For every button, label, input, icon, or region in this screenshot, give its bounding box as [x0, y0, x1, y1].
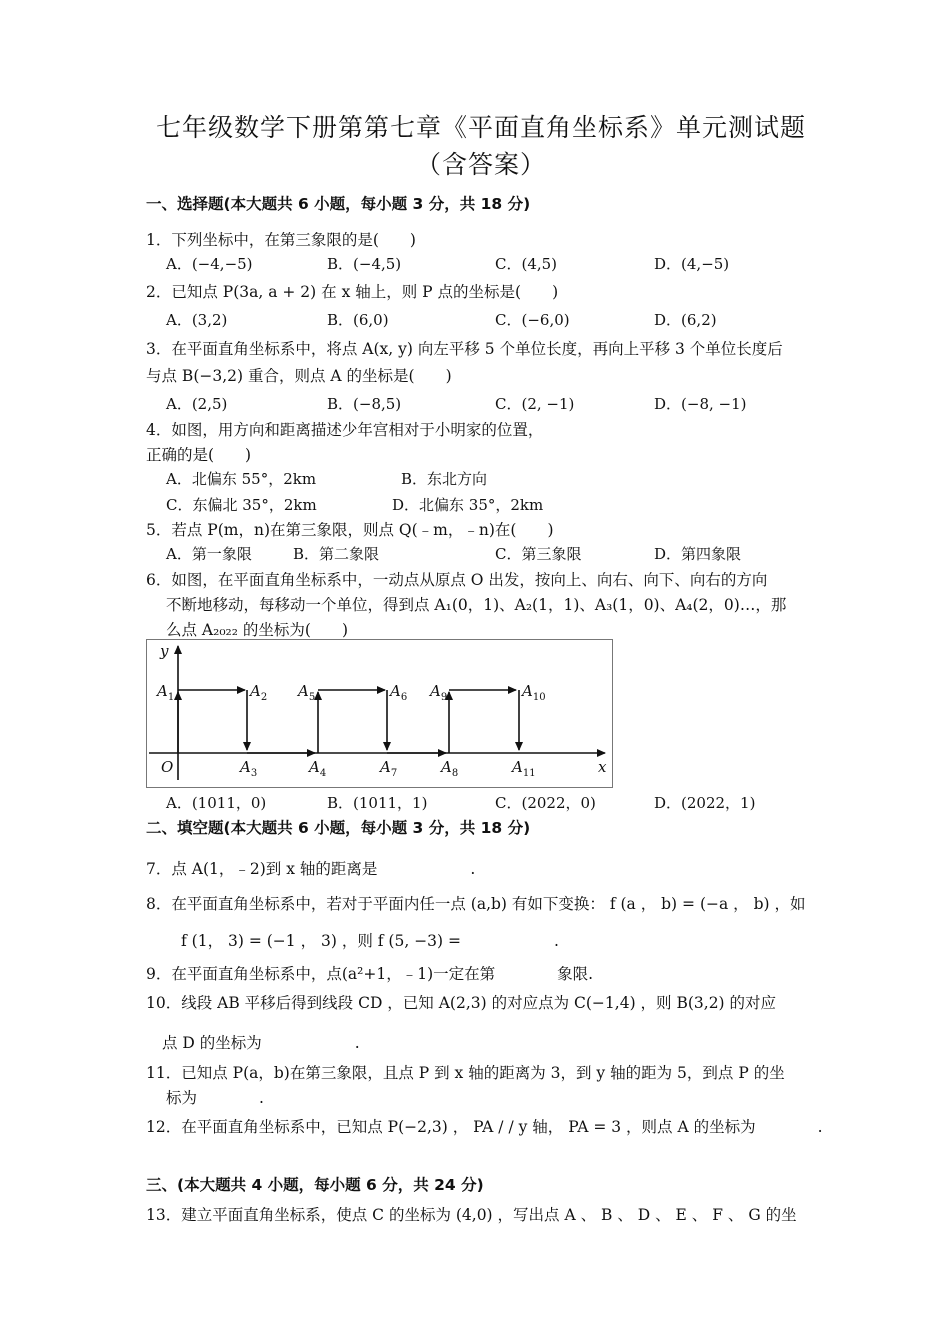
- q6-option-c: C．(2022，0): [495, 794, 596, 812]
- q1-option-d: D．(4,−5): [654, 255, 730, 273]
- question-8-line1: 8．在平面直角坐标系中，若对于平面内任一点 (a,b) 有如下变换： f (a ， b) = (−a ， b) ，如: [146, 895, 806, 913]
- label-a11: $A_{11}$: [512, 758, 536, 779]
- question-5-stem: 5．若点 P(m，n)在第三象限，则点 Q(﹣m，﹣n)在( ): [146, 521, 554, 539]
- label-a8: $A_8$: [441, 758, 459, 779]
- page-title: 七年级数学下册第第七章《平面直角坐标系》单元测试题: [156, 113, 807, 142]
- question-13: 13．建立平面直角坐标系，使点 C 的坐标为 (4,0) ，写出点 A 、 B 、 D 、 E 、 F 、 G 的坐: [146, 1206, 797, 1224]
- question-4-stem-line1: 4．如图，用方向和距离描述少年宫相对于小明家的位置，: [146, 421, 544, 439]
- q4-option-c: C．东偏北 35°，2km: [166, 496, 317, 514]
- label-a5: $A_5$: [298, 682, 316, 703]
- question-9: 9．在平面直角坐标系中，点(a²+1，﹣1)一定在第 象限.: [146, 965, 594, 983]
- label-a1: $A_1$: [157, 682, 175, 703]
- q5-option-b: B．第二象限: [293, 545, 380, 563]
- label-a3: $A_3$: [240, 758, 258, 779]
- label-a6: $A_6$: [390, 682, 408, 703]
- q1-option-c: C．(4,5): [495, 255, 558, 273]
- y-axis-label: y: [160, 642, 169, 660]
- question-2-stem: 2．已知点 P(3a, a + 2) 在 x 轴上，则 P 点的坐标是( ): [146, 283, 559, 301]
- q3-option-d: D．(−8, −1): [654, 395, 747, 413]
- q2-option-c: C．(−6,0): [495, 311, 570, 329]
- question-6-stem-line2: 不断地移动，每移动一个单位，得到点 A₁(0，1)、A₂(1，1)、A₃(1，0)、A₄(2，0)…，那: [166, 596, 787, 614]
- q6-option-d: D．(2022，1): [654, 794, 756, 812]
- q3-option-b: B．(−8,5): [327, 395, 402, 413]
- question-7: 7．点 A(1，﹣2)到 x 轴的距离是 .: [146, 860, 476, 878]
- q5-option-c: C．第三象限: [495, 545, 582, 563]
- page-subtitle: （含答案）: [416, 150, 547, 179]
- q3-option-a: A．(2,5): [166, 395, 228, 413]
- question-10-line1: 10．线段 AB 平移后得到线段 CD ，已知 A(2,3) 的对应点为 C(−1,4) ，则 B(3,2) 的对应: [146, 994, 777, 1012]
- label-a2: $A_2$: [250, 682, 268, 703]
- section-heading-choice: 一、选择题(本大题共 6 小题，每小题 3 分，共 18 分): [146, 195, 531, 213]
- question-1-stem: 1．下列坐标中，在第三象限的是( ): [146, 231, 416, 249]
- question-11-line1: 11．已知点 P(a，b)在第三象限，且点 P 到 x 轴的距离为 3，到 y 轴的距为 5，到点 P 的坐: [146, 1064, 785, 1082]
- label-a7: $A_7$: [380, 758, 398, 779]
- q3-option-c: C．(2, −1): [495, 395, 575, 413]
- label-a9: $A_9$: [430, 682, 448, 703]
- question-4-stem-line2: 正确的是( ): [146, 446, 252, 464]
- question-6-stem-line3: 么点 A₂₀₂₂ 的坐标为( ): [166, 621, 348, 639]
- q6-option-b: B．(1011，1): [327, 794, 428, 812]
- question-11-line2: 标为 .: [166, 1089, 264, 1107]
- label-a4: $A_4$: [309, 758, 327, 779]
- q6-option-a: A．(1011，0): [166, 794, 267, 812]
- q4-option-a: A．北偏东 55°，2km: [166, 470, 317, 488]
- q4-option-d: D．北偏东 35°，2km: [392, 496, 544, 514]
- question-6-stem-line1: 6．如图，在平面直角坐标系中，一动点从原点 O 出发，按向上、向右、向下、向右的方向: [146, 571, 768, 589]
- q5-option-d: D．第四象限: [654, 545, 742, 563]
- q2-option-d: D．(6,2): [654, 311, 717, 329]
- question-8-line2: f (1， 3) = (−1 ， 3) ，则 f (5, −3) = .: [181, 932, 559, 950]
- q1-option-a: A．(−4,−5): [166, 255, 253, 273]
- question-10-line2: 点 D 的坐标为 .: [162, 1034, 360, 1052]
- origin-label: O: [161, 758, 174, 776]
- question-12: 12．在平面直角坐标系中，已知点 P(−2,3) ， PA / / y 轴， PA = 3 ，则点 A 的坐标为 .: [146, 1118, 823, 1136]
- question-3-stem-line2: 与点 B(−3,2) 重合，则点 A 的坐标是( ): [146, 367, 452, 385]
- x-axis-label: x: [598, 758, 607, 776]
- section-heading-solve: 三、(本大题共 4 小题，每小题 6 分，共 24 分): [146, 1176, 484, 1194]
- q2-option-b: B．(6,0): [327, 311, 389, 329]
- q6-path-figure: [146, 639, 613, 788]
- section-heading-fill: 二、填空题(本大题共 6 小题，每小题 3 分，共 18 分): [146, 819, 531, 837]
- q1-option-b: B．(−4,5): [327, 255, 402, 273]
- q4-option-b: B．东北方向: [401, 470, 488, 488]
- question-3-stem-line1: 3．在平面直角坐标系中，将点 A(x, y) 向左平移 5 个单位长度，再向上平移 3 个单位长度后: [146, 340, 783, 358]
- q2-option-a: A．(3,2): [166, 311, 228, 329]
- q5-option-a: A．第一象限: [166, 545, 252, 563]
- label-a10: $A_{10}$: [522, 682, 546, 703]
